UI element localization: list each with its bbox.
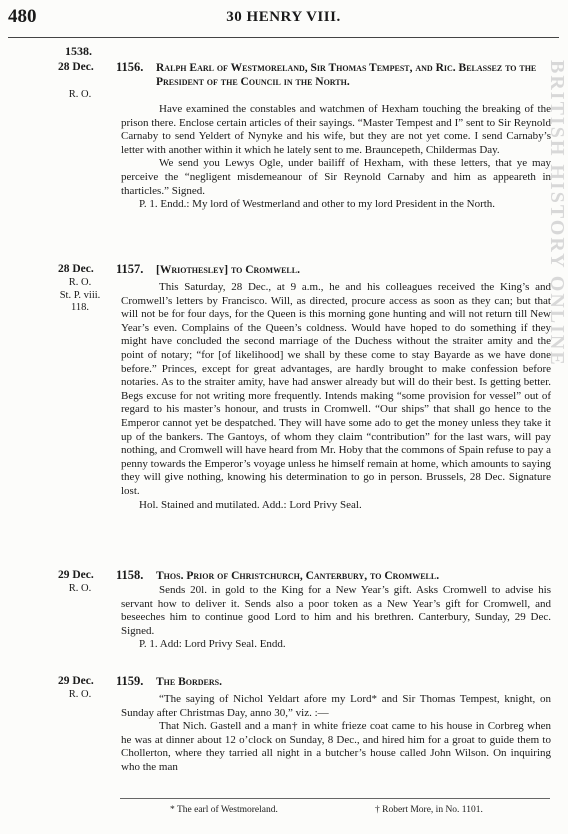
source-ref: 118. — [71, 302, 89, 313]
page-header — [8, 6, 559, 32]
entry-body — [121, 103, 551, 212]
entry-date: 29 Dec. — [58, 675, 94, 687]
paragraph: Have examined the constables and watchmen of Hexham touching the breaking of the prison there. Enclose certain articles of their sayings. “Master Tempest and I” sent to Sir Reynold Carnaby to send Yeldert of Nynyke and his wife, but they are not yet come. I send Carnaby’s letter with another within it which he lately sent to me. Brauncepeth, Childermas Day. — [121, 103, 551, 156]
paragraph: We send you Lewys Ogle, under bailiff of Hexham, with these letters, that ye may perceive the “negligent misdemeanour of Sir Reynold Carnaby and him as appeareth in tharticles.” Signed. — [121, 157, 551, 197]
paragraph: Sends 20l. in gold to the King for a New Year’s gift. Asks Cromwell to advise his servant how to deliver it. Sends also a poor token as a New Year’s gift for Cromwell, and beseeches him to continue good Lord to him and his brethren. Canterbury, Sunday, 29 Dec. Signed. — [121, 584, 551, 637]
header-rule — [8, 37, 559, 38]
watermark-stamp: BRITISH HISTORY ONLINE — [546, 60, 568, 367]
entry-endnote: P. 1. Endd.: My lord of Westmerland and other to my lord President in the North. — [139, 198, 496, 211]
footnotes — [120, 798, 550, 815]
entry-body — [121, 584, 551, 652]
year-label: 1538. — [65, 44, 92, 58]
paragraph: “The saying of Nichol Yeldart afore my Lord* and Sir Thomas Tempest, knight, on Sunday after Christmas Day, anno 30,” viz. :— — [121, 693, 551, 719]
entry-endnote: P. 1. Add: Lord Privy Seal. Endd. — [139, 638, 286, 651]
footnote: † Robert More, in No. 1101. — [375, 805, 483, 815]
entry-refs — [50, 277, 110, 315]
running-title: 30 HENRY VIII. — [226, 9, 341, 25]
entry-body — [121, 693, 551, 775]
entry-number: 1158. — [116, 568, 144, 582]
entry-date: 29 Dec. — [58, 569, 94, 581]
entry-number: 1157. — [116, 262, 144, 276]
entry-endnote: Hol. Stained and mutilated. Add.: Lord Privy Seal. — [139, 498, 362, 511]
entry-date: 28 Dec. — [58, 263, 94, 275]
entry-date: 28 Dec. — [58, 61, 94, 73]
source-ref: St. P. viii. — [59, 289, 101, 301]
source-ref: R. O. — [68, 89, 92, 100]
page-number: 480 — [8, 6, 37, 27]
entry-heading: The Borders. — [156, 676, 222, 688]
entry-refs — [50, 583, 110, 596]
source-ref: R. O. — [68, 689, 92, 700]
entry-refs — [50, 689, 110, 702]
entry-heading: Thos. Prior of Christchurch, Canterbury, to Cromwell. — [156, 570, 440, 582]
entry-heading: Ralph Earl of Westmoreland, Sir Thomas Tempest, and Ric. Belassez to the President of the Council in the North. — [156, 62, 537, 88]
entry-number: 1156. — [116, 60, 144, 74]
paragraph: That Nich. Gastell and a man† in white frieze coat came to his house in Corbreg when he was at dinner about 12 o’clock on Sunday, 8 Dec., and hired him for a groat to guide them to Chollerton, where they tarried all night in a butcher’s house called John Wilson. On inquiring who the man — [121, 720, 551, 773]
entry-refs — [50, 89, 110, 102]
source-ref: R. O. — [68, 583, 92, 594]
entry-number: 1159. — [116, 674, 144, 688]
paragraph: This Saturday, 28 Dec., at 9 a.m., he and his colleagues received the King’s and Cromwell’s letters by Francisco. Will, as directed, procure access as soon as they can; but that will not be for four days, for the Queen is this morning gone hunting and will not return till New Year’s even. Complains of the Queen’s coldness. Would have hoped to do something if they might have concluded the second marriage of the Duchess without the straiter amity and the point of notary; “for [of likelihood] we shall by these come to stay Bayarde as we have done before.” Princes, except for great advantages, are hardly brought to make confession before notaries. As to the straiter amity, have had answer already but will do their best. Is getting better. Begs excuse for not writing more frequently. Intends making “some provision for vessel” out of regard to his master’s honour, and trusts in Cromwell. “Our ships” that shall go hence to the Emperor cannot yet be despatched. They will have some ado to get the money unless they take it up of the bankers. The Gantoys, of whom they claim “contribution” for the last wars, will pay nothing, and Cromwell will have heard from Mr. Hoby that the commons of Spain refuse to pay a penny towards the Emperor’s voyage unless he himself remain at home, which amounts to saying they will give nothing, knowing his determination to go in person. Brussels, 28 Dec. Signature lost. — [121, 281, 551, 497]
entry-heading: [Wriothesley] to Cromwell. — [156, 264, 300, 276]
footnote: * The earl of Westmoreland. — [170, 805, 278, 815]
entry-body — [121, 281, 551, 512]
source-ref: R. O. — [68, 277, 92, 288]
